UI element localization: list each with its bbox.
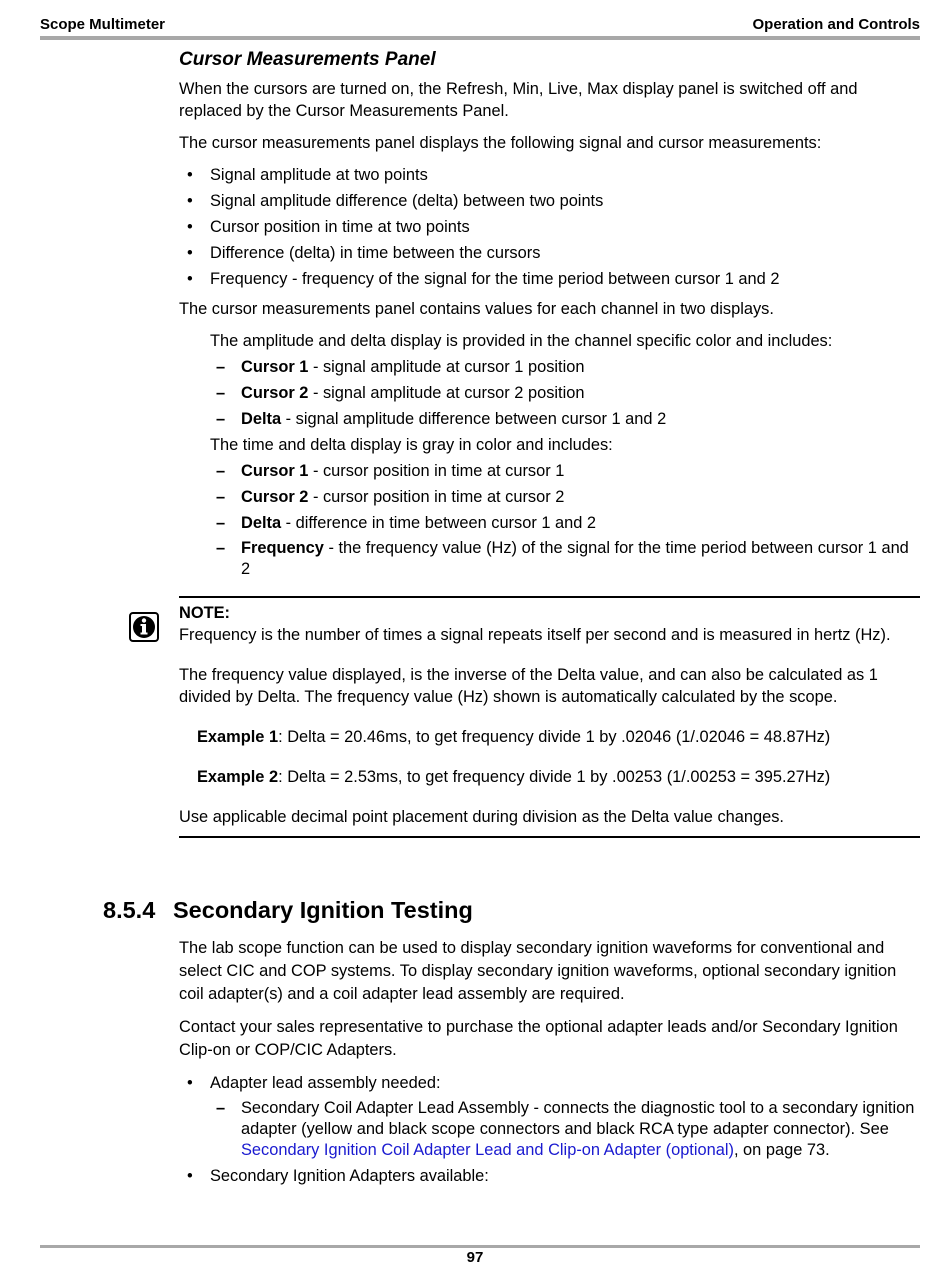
list-item: – Cursor 1 - signal amplitude at cursor 1 position xyxy=(210,356,920,378)
section-para-2: Contact your sales representative to purchase the optional adapter leads and/or Secondary Ignition Clip-on or COP/CIC Adapters. xyxy=(179,1018,898,1059)
list-item: • Signal amplitude difference (delta) between two points xyxy=(179,190,920,212)
info-icon xyxy=(129,612,159,642)
header-chapter-title: Operation and Controls xyxy=(752,16,920,33)
adapter-sublist xyxy=(210,1098,920,1161)
amp-list xyxy=(179,356,920,430)
list-item: • Cursor position in time at two points xyxy=(179,216,920,238)
note-line-1: Frequency is the number of times a signal repeats itself per second and is measured in hertz (Hz). xyxy=(179,626,891,644)
section-title: Secondary Ignition Testing xyxy=(173,897,473,923)
list-item: • Signal amplitude at two points xyxy=(179,164,920,186)
panel-heading: Cursor Measurements Panel xyxy=(179,49,436,70)
example-1: Example 1: Delta = 20.46ms, to get frequency divide 1 by .02046 (1/.02046 = 48.87Hz) xyxy=(197,728,831,746)
note-box xyxy=(179,596,920,838)
list-item: – Cursor 2 - signal amplitude at cursor 2 position xyxy=(210,382,920,404)
panel-para-2: The cursor measurements panel displays the following signal and cursor measurements: xyxy=(179,134,822,152)
panel-para-1: When the cursors are turned on, the Refresh, Min, Live, Max display panel is switched off and replaced by the Cursor Measurements Panel. xyxy=(179,80,858,120)
time-intro: The time and delta display is gray in color and includes: xyxy=(210,436,613,454)
list-item: – Secondary Coil Adapter Lead Assembly - connects the diagnostic tool to a secondary ignition adapter (yellow and black scope connectors and black RCA type adapter connector). See Secondary Ignition Coil Adapter Lead and Clip-on Adapter (optional), on page 73. xyxy=(210,1098,920,1161)
secondary-ignition-section xyxy=(179,937,920,1195)
cross-reference-link[interactable]: Secondary Ignition Coil Adapter Lead and Clip-on Adapter (optional) xyxy=(241,1141,734,1159)
list-item: – Delta - signal amplitude difference between cursor 1 and 2 xyxy=(210,408,920,430)
section-number: 8.5.4 xyxy=(103,897,156,923)
page-header xyxy=(40,14,920,40)
note-line-2: The frequency value displayed, is the inverse of the Delta value, and can also be calculated as 1 divided by Delta. The frequency value (Hz) shown is automatically calculated by the scope. xyxy=(179,666,878,706)
note-title: NOTE: xyxy=(179,604,230,622)
note-line-3: Use applicable decimal point placement during division as the Delta value changes. xyxy=(179,808,784,826)
adapter-list xyxy=(179,1072,920,1187)
amp-intro: The amplitude and delta display is provided in the channel specific color and includes: xyxy=(210,332,833,350)
header-doc-title: Scope Multimeter xyxy=(40,16,166,33)
section-para-1: The lab scope function can be used to display secondary ignition waveforms for conventional and select CIC and COP systems. To display secondary ignition waveforms, optional secondary ignition coil adapter(s) and a coil adapter lead assembly are required. xyxy=(179,939,897,1003)
list-item: – Frequency - the frequency value (Hz) of the signal for the time period between cursor 1 and 2 xyxy=(210,538,920,580)
list-item: – Cursor 2 - cursor position in time at cursor 2 xyxy=(210,486,920,508)
list-item: • Frequency - frequency of the signal for the time period between cursor 1 and 2 xyxy=(179,268,920,290)
time-list xyxy=(179,460,920,580)
example-2: Example 2: Delta = 2.53ms, to get frequency divide 1 by .00253 (1/.00253 = 395.27Hz) xyxy=(197,768,831,786)
list-item: • Secondary Ignition Adapters available: xyxy=(179,1165,920,1187)
measurements-list xyxy=(179,164,920,290)
list-item: – Delta - difference in time between cursor 1 and 2 xyxy=(210,512,920,534)
footer-rule xyxy=(40,1245,920,1248)
list-item: – Cursor 1 - cursor position in time at cursor 1 xyxy=(210,460,920,482)
list-item: • Adapter lead assembly needed: – Secondary Coil Adapter Lead Assembly - connects the diagnostic tool to a secondary ignition adapter (yellow and black scope connectors and black RCA type adapter connector). See Secondary Ignition Coil Adapter Lead and Clip-on Adapter (optional), on page 73. xyxy=(179,1072,920,1161)
list-item: • Difference (delta) in time between the cursors xyxy=(179,242,920,264)
cursor-panel-section xyxy=(179,46,920,838)
panel-para-3: The cursor measurements panel contains values for each channel in two displays. xyxy=(179,300,774,318)
page-number: 97 xyxy=(466,1249,484,1266)
section-heading xyxy=(103,895,473,925)
